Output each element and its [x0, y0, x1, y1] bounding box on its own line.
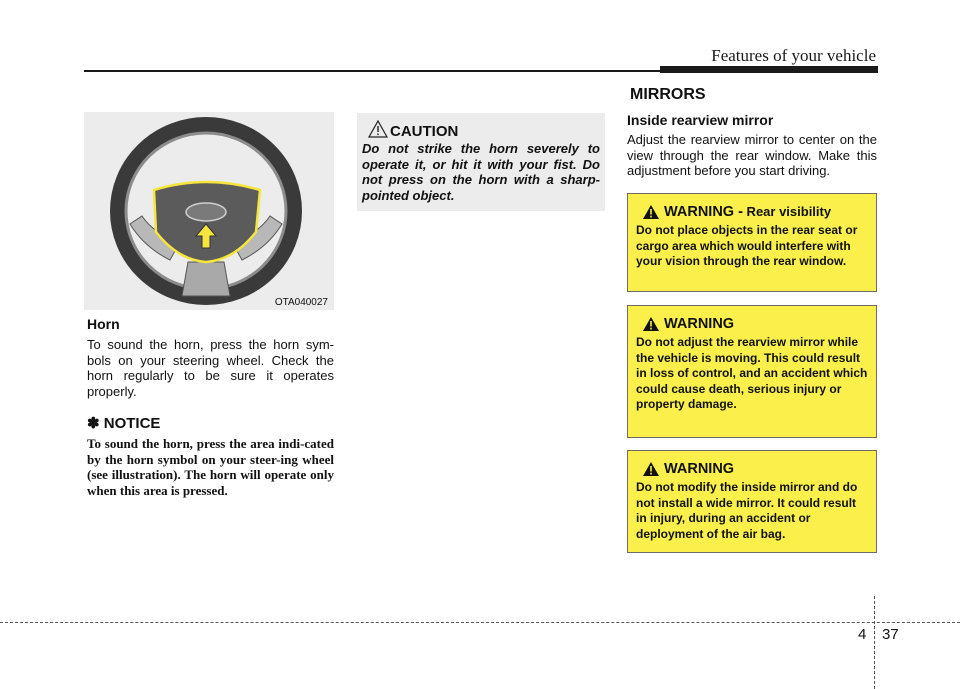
footer-dashed-rule — [0, 622, 960, 623]
figure-code: OTA040027 — [274, 297, 328, 308]
warning-box-rear-visibility — [627, 193, 877, 292]
warning-box-modify-mirror — [627, 450, 877, 553]
caution-triangle-icon — [367, 119, 389, 139]
warning-text: Do not modify the inside mirror and do not install a wide mirror. It could result in injury, during an accident or deployment of the air bag. — [636, 480, 858, 541]
inside-mirror-heading: Inside rearview mirror — [627, 112, 774, 128]
footer-vertical-dashed-rule — [874, 596, 875, 689]
steering-wheel-illustration — [84, 112, 334, 310]
warning-text: Do not place objects in the rear seat or cargo area which would interfere with your vision through the rear window. — [636, 223, 858, 268]
caution-text: Do not strike the horn severely to operate it, or hit it with your fist. Do not press on the horn with a sharp-pointed object. — [362, 141, 600, 203]
notice-heading: ✽ NOTICE — [87, 415, 161, 432]
warning-box-adjust-mirror — [627, 305, 877, 438]
warning-triangle-icon — [642, 461, 660, 477]
horn-text: To sound the horn, press the horn sym-bols on your steering wheel. Check the horn regularly to be sure it operates properly. — [87, 337, 334, 399]
warning-triangle-icon — [642, 316, 660, 332]
page-number: 37 — [882, 626, 899, 643]
inside-mirror-text: Adjust the rearview mirror to center on the view through the rear window. Make this adjustment before you start driving. — [627, 132, 877, 178]
warning-triangle-icon — [642, 204, 660, 220]
chapter-number: 4 — [858, 626, 867, 643]
mirrors-section-title: MIRRORS — [630, 86, 706, 103]
steering-wheel-figure — [84, 112, 334, 310]
warning-title: WARNING - Rear visibility — [664, 204, 832, 220]
warning-text: Do not adjust the rearview mirror while the vehicle is moving. This could result in loss of control, and an accident which could cause death, serious injury or property damage. — [636, 335, 868, 411]
caution-title: CAUTION — [390, 123, 459, 140]
horn-heading: Horn — [87, 316, 120, 332]
warning-title: WARNING — [664, 461, 735, 477]
warning-title: WARNING — [664, 316, 735, 332]
notice-text: To sound the horn, press the area indi-cated by the horn symbol on your steer-ing wheel (see illustration). The horn will operate only when this area is pressed. — [87, 436, 334, 498]
page-header-title: Features of your vehicle — [711, 46, 876, 65]
header-tab — [660, 66, 878, 73]
